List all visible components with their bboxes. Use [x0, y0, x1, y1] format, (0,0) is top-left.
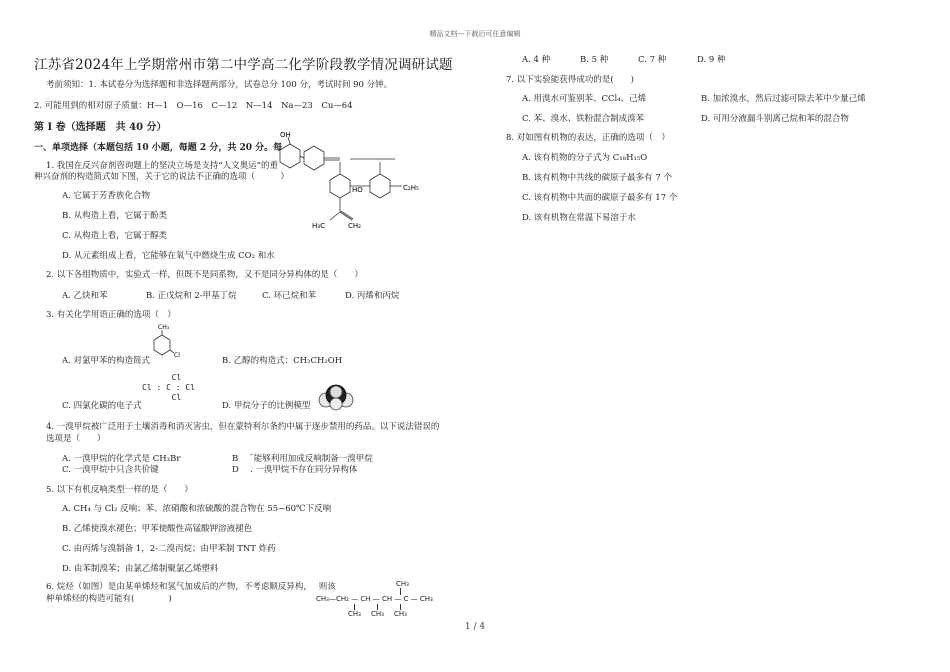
- q8-option-c: C. 该有机物中共面的碳原子最多有 17 个: [522, 193, 678, 203]
- q7-option-b: B. 加浓溴水，然后过滤可除去苯中少量己烯: [701, 94, 866, 104]
- exam-notice: 考前须知：1. 本试卷分为选择题和非选择题两部分，试卷总分 100 分，考试时间 90 分钟。: [46, 80, 393, 90]
- q1-option-b: B. 从构造上看，它属于酚类: [62, 211, 168, 221]
- q6-struct-main: CH₃—CH₂ — CH — CH — C — CH₃: [316, 595, 433, 603]
- q3-ccl4-mid: Cl : C : Cl: [142, 383, 195, 392]
- q2-option-d: D. 丙烯和丙烷: [345, 291, 400, 301]
- q4-option-d: D . 一溴甲烷不存在同分异构体: [232, 465, 358, 475]
- q3-methane-space-filling-model: [316, 382, 356, 412]
- q3-ccl4-top: Cl: [171, 373, 182, 382]
- q3-stem: 3. 有关化学用语正确的选项（ ）: [46, 310, 176, 320]
- q4-stem-line2: 选项是（ ）: [46, 434, 106, 444]
- q3-option-a: A. 对氯甲苯的构造简式: [62, 356, 151, 366]
- q1-ho-label: HO: [352, 186, 363, 194]
- q1-option-a: A. 它属于芳香族化合物: [62, 191, 151, 201]
- q7-option-c: C. 苯、溴水、铁粉混合制成溴苯: [522, 114, 645, 124]
- q6-option-d: D. 9 种: [697, 55, 726, 65]
- q7-stem: 7. 以下实验能获得成功的是( ): [506, 75, 634, 85]
- atomic-masses: 2. 可能用到的相对原子质量：H—1 O—16 C—12 N—14 Na—23 Cu—64: [34, 101, 353, 111]
- q1-structure-diagram: [260, 132, 420, 232]
- section-heading: 一、单项选择（本题包括 10 小题，每题 2 分，共 20 分。每: [34, 143, 283, 153]
- q2-option-a: A. 乙炔和苯: [62, 291, 108, 301]
- q6-struct-bond-top: [400, 588, 401, 595]
- q1-stem-line1: 1. 我国在反兴奋剂咨询题上的坚决立场是支持“人文奥运”的重: [46, 161, 279, 171]
- q6-struct-b2: CH₃: [371, 610, 384, 618]
- q6-struct-b3: CH₃: [394, 610, 407, 618]
- q5-stem: 5. 以下有机反响类型一样的是（ ）: [46, 485, 193, 495]
- q1-h3c-label: H₃C: [312, 222, 325, 230]
- q8-stem: 8. 对如图有机物的表达，正确的选项（ ）: [506, 133, 670, 143]
- q4-option-a: A. 一溴甲烷的化学式是 CH₃Br: [62, 454, 181, 464]
- q6-option-c: C. 7 种: [638, 55, 667, 65]
- q6-struct-b1: CH₃: [348, 610, 361, 618]
- q3-ccl4-bottom: Cl: [171, 393, 182, 402]
- q8-option-b: B. 该有机物中共线的碳原子最多有 7 个: [522, 173, 672, 183]
- q3-option-b: B. 乙醇的构造式：CH₃CH₂OH: [222, 356, 343, 366]
- page-number: 1 / 4: [464, 622, 486, 632]
- q6-struct-top: CH₃: [396, 580, 409, 588]
- q7-option-d: D. 可用分液漏斗别离己烷和苯的混合物: [701, 114, 849, 124]
- q1-c2h5-label: C₂H₅: [403, 184, 419, 192]
- q2-option-b: B. 正戊烷和 2-甲基丁烷: [146, 291, 237, 301]
- q1-ch2-label: CH₂: [348, 222, 361, 230]
- q3-ch3-label: CH₃: [158, 324, 170, 331]
- q8-option-a: A. 该有机物的分子式为 C₁₈H₁₅O: [522, 153, 648, 163]
- q3-ccl4-electron-formula: [142, 373, 195, 403]
- q5-option-b: B. 乙烯使溴水褪色；甲苯使酸性高锰酸钾溶液褪色: [62, 524, 253, 534]
- q5-option-d: D. 由苯制溴苯；由氯乙烯制聚氯乙烯塑料: [62, 564, 219, 574]
- q3-cl-label: Cl: [174, 352, 180, 359]
- q5-option-c: C. 由丙烯与溴制备 1，2-二溴丙烷；由甲苯制 TNT 炸药: [62, 544, 276, 554]
- q6-option-a: A. 4 种: [522, 55, 551, 65]
- q4-option-c: C. 一溴甲烷中只含共价键: [62, 465, 159, 475]
- q1-oh-label: OH: [280, 131, 291, 139]
- q2-option-c: C. 环己烷和苯: [262, 291, 317, 301]
- q7-option-a: A. 用溴水可鉴别苯、CCl₄、己烯: [522, 94, 647, 104]
- q6-option-b: B. 5 种: [580, 55, 609, 65]
- q1-option-c: C. 从构造上看，它属于醇类: [62, 231, 168, 241]
- page-header: 精品文档---下载后可任意编辑: [429, 30, 521, 38]
- q3-option-d: D. 甲烷分子的比例模型: [222, 401, 311, 411]
- q6-stem-line1: 6. 烷烃（如图）是由某单烯烃和氢气加成后的产物，不考虑顺反异构， 则该: [46, 582, 336, 592]
- q6-stem-line2: 种单烯烃的构造可能有( ): [46, 594, 172, 604]
- q1-stem-line2: 种兴奋剂的构造简式如下图，关于它的说法不正确的选项（ ）: [34, 172, 290, 182]
- part-heading: 第 I 卷（选择题 共 40 分）: [34, 122, 167, 133]
- q3-option-c: C. 四氯化碳的电子式: [62, 401, 142, 411]
- q3-p-chlorotoluene-diagram: [150, 326, 190, 366]
- q2-stem: 2. 以下各组物质中，实验式一样，但既不是同系物，又不是同分异构体的是（ ）: [46, 270, 363, 280]
- q1-option-d: D. 从元素组成上看，它能够在氧气中燃烧生成 CO₂ 和水: [62, 251, 275, 261]
- q4-option-b: B ¯能够利用加成反响制备一溴甲烷: [232, 454, 373, 464]
- q4-stem-line1: 4. 一溴甲烷被广泛用于土壤消毒和消灭害虫，但在蒙特利尔条约中属于逐步禁用的药品。以下说法错误的: [46, 422, 440, 432]
- q5-option-a: A. CH₄ 与 Cl₂ 反响；苯、浓硝酸和浓硫酸的混合物在 55~60℃下反响: [62, 504, 332, 514]
- exam-title: 江苏省2024年上学期常州市第二中学高二化学阶段教学情况调研试题: [34, 57, 453, 73]
- q8-option-d: D. 该有机物在常温下易溶于水: [522, 213, 636, 223]
